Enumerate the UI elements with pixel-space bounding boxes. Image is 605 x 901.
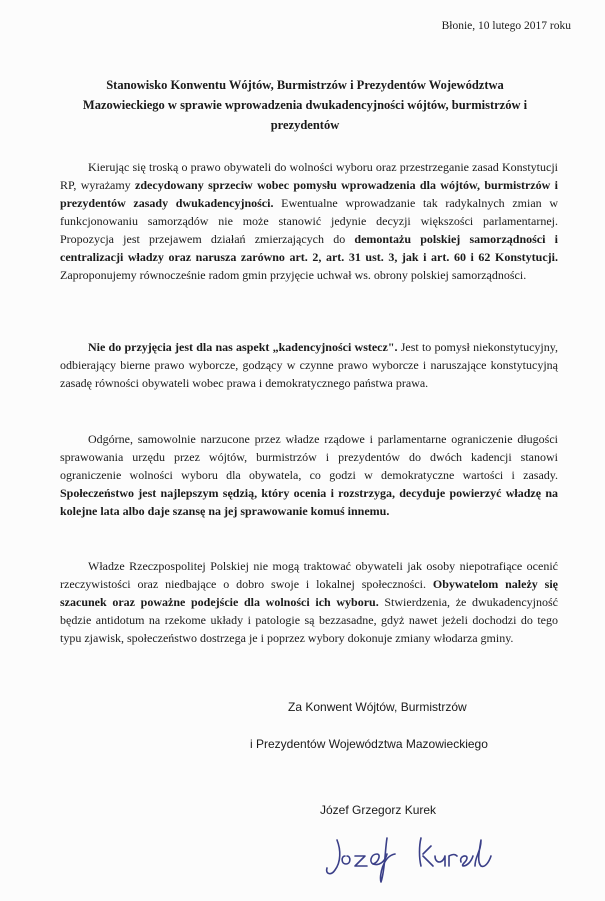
paragraph-1 — [60, 158, 558, 284]
paragraph-4-text-a: Władze Rzeczpospolitej Polskiej nie mogą traktować obywateli jak osoby niepotrafiące ocenić rzeczywistości oraz niedbające o dobro swoje i lokalnej społeczności. — [60, 559, 558, 591]
paragraph-1-text-a: Kierując się troską o prawo obywateli do wolności wyboru oraz przestrzeganie zasad Konstytucji RP, wyrażamy — [60, 160, 558, 192]
date-line: Błonie, 10 lutego 2017 roku — [441, 20, 571, 32]
paragraph-1-text-b: Ewentualne wprowadzanie tak radykalnych zmian w funkcjonowaniu samorządów nie może stanowić jedynie decyzji większości parlamentarnej. Propozycja jest przejawem działań zmierzających do — [60, 196, 558, 246]
paragraph-2-bold: Nie do przyjęcia jest dla nas aspekt „kadencyjności wstecz". — [88, 340, 398, 354]
closing-line-1: Za Konwent Wójtów, Burmistrzów — [288, 700, 467, 714]
closing-line-2: i Prezydentów Województwa Mazowieckiego — [250, 737, 488, 751]
paragraph-1-text-c: Zaproponujemy równocześnie radom gmin przyjęcie uchwał ws. obrony polskiej samorządności. — [60, 268, 527, 282]
document-title — [60, 75, 550, 135]
title-line-1: Stanowisko Konwentu Wójtów, Burmistrzów i Prezydentów Województwa — [106, 78, 504, 92]
paragraph-4-text-b: Stwierdzenia, że dwukadencyjność będzie antidotum na rzekome układy i patologie są bezzasadne, gdyż nawet jeżeli dochodzi do tego typu zjawisk, społeczeństwo dostrzega je i poprzez wybory dokonuje zmiany włodarza gminy. — [60, 595, 558, 645]
signer-name: Józef Grzegorz Kurek — [320, 803, 437, 817]
paragraph-1-bold-b: demontażu polskiej samorządności i centralizacji władzy oraz narusza zarówno art. 2, art. 31 ust. 3, jak i art. 60 i 62 Konstytucji. — [60, 232, 558, 264]
paragraph-1-bold-a: zdecydowany sprzeciw wobec pomysłu wprowadzenia dla wójtów, burmistrzów i prezydentów zasady dwukadencyjności. — [60, 178, 558, 210]
paragraph-4-bold: Obywatelom należy się szacunek oraz poważne podejście dla wolności ich wyboru. — [60, 577, 558, 609]
paragraph-4 — [60, 557, 558, 647]
paragraph-3-bold: Społeczeństwo jest najlepszym sędzią, który ocenia i rozstrzyga, decyduje powierzyć władzę na kolejne lata albo daje szansę na jej sprawowanie komuś innemu. — [60, 486, 558, 518]
title-line-2: Mazowieckiego w sprawie wprowadzenia dwukadencyjności wójtów, burmistrzów i — [82, 98, 528, 112]
handwritten-signature — [315, 826, 515, 886]
paragraph-2 — [60, 338, 558, 392]
paragraph-2-text: Jest to pomysł niekonstytucyjny, odbierający bierne prawo wyborcze, godzący w czynne prawo wyborcze i naruszające konstytucyjną zasadę równości obywateli wobec prawa i demokratycznego państwa prawa. — [60, 340, 558, 390]
paragraph-3 — [60, 430, 558, 520]
title-line-3: prezydentów — [270, 118, 340, 132]
paragraph-3-text: Odgórne, samowolnie narzucone przez władze rządowe i parlamentarne ograniczenie długości sprawowania urzędu przez wójtów, burmistrzów i prezydentów do dwóch kadencji stanowi ograniczenie wolności wyboru dla obywatela, co godzi w demokratyczne wartości i zasady. — [60, 432, 558, 482]
